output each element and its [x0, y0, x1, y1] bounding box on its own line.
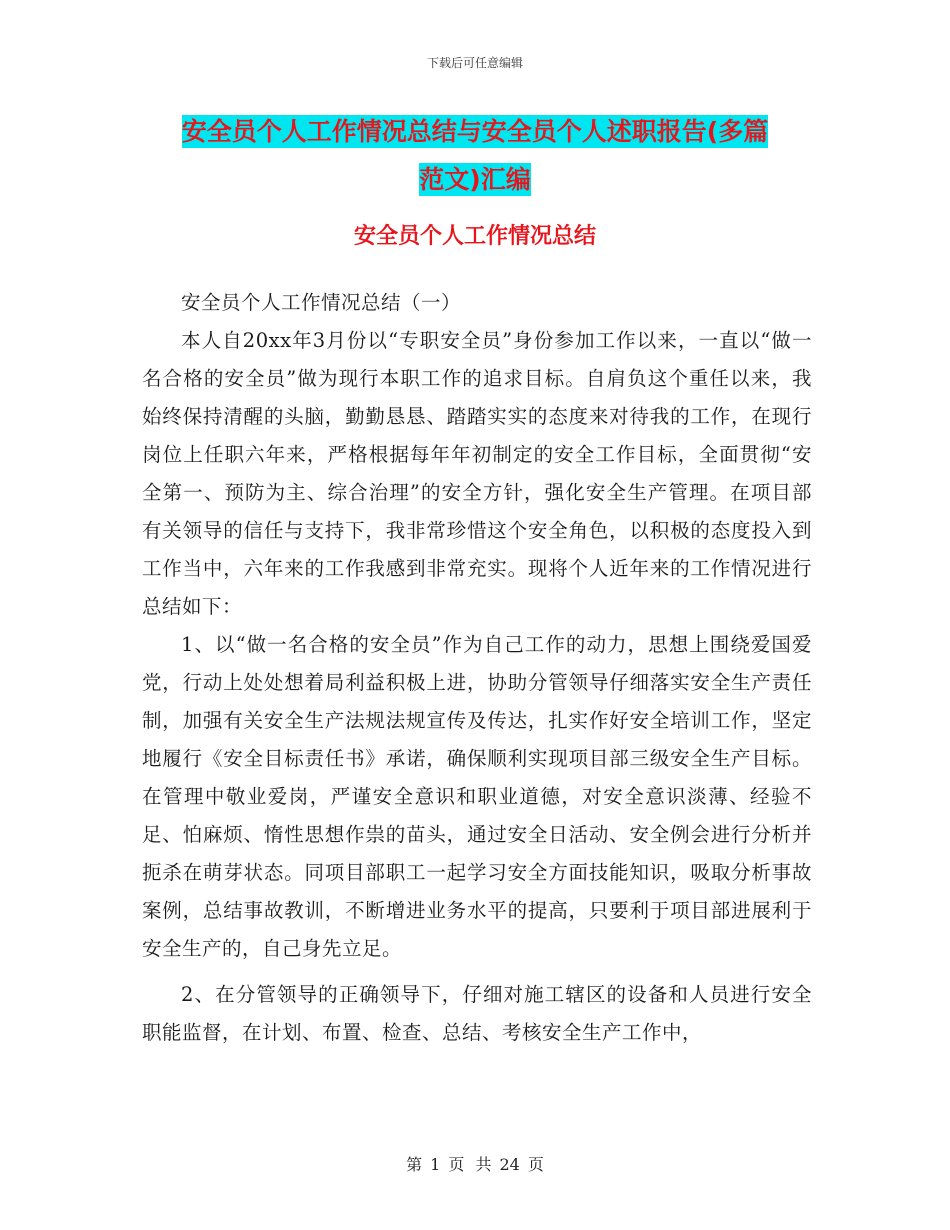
title-line-1: 安全员个人工作情况总结与安全员个人述职报告(多篇 — [181, 117, 769, 146]
footer-page-number: 1 — [430, 1155, 441, 1174]
footer-suffix: 页 — [527, 1155, 544, 1174]
section-title: 安全员个人工作情况总结 — [353, 224, 596, 249]
footer-mid: 页 共 — [448, 1155, 492, 1174]
footer-prefix: 第 — [406, 1155, 423, 1174]
body-text — [142, 284, 812, 1052]
footer-total-pages: 24 — [499, 1155, 520, 1174]
page-footer — [0, 1152, 950, 1175]
intro-paragraph: 本人自20xx年3月份以“专职安全员”身份参加工作以来，一直以“做一名合格的安全员”做为现行本职工作的追求目标。自肩负这个重任以来，我始终保持清醒的头脑，勤勤恳恳、踏踏实实的态度来对待我的工作，在现行岗位上任职六年来，严格根据每年年初制定的安全工作目标，全面贯彻“安全第一、预防为主、综合治理”的安全方针，强化安全生产管理。在项目部有关领导的信任与支持下，我非常珍惜这个安全角色，以积极的态度投入到工作当中，六年来的工作我感到非常充实。现将个人近年来的工作情况进行总结如下： — [142, 329, 812, 618]
title-line-2: 范文)汇编 — [419, 165, 531, 194]
point-1-paragraph: 1、以“做一名合格的安全员”作为自己工作的动力，思想上围绕爱国爱党，行动上处处想着局利益积极上进，协助分管领导仔细落实安全生产责任制，加强有关安全生产法规法规宣传及传达，扎实作好安全培训工作，坚定地履行《安全目标责任书》承诺，确保顺利实现项目部三级安全生产目标。在管理中敬业爱岗，严谨安全意识和职业道德，对安全意识淡薄、经验不足、怕麻烦、惰性思想作祟的苗头，通过安全日活动、安全例会进行分析并扼杀在萌芽状态。同项目部职工一起学习安全方面技能知识，吸取分析事故案例，总结事故教训，不断增进业务水平的提高，只要利于项目部进展利于安全生产的，自己身先立足。 — [142, 633, 812, 960]
document-title — [140, 108, 810, 204]
point-2-paragraph: 2、在分管领导的正确领导下，仔细对施工辖区的设备和人员进行安全职能监督，在计划、布置、检查、总结、考核安全生产工作中， — [142, 983, 812, 1044]
header-note: 下载后可任意编辑 — [426, 56, 523, 70]
subheading-paragraph: 安全员个人工作情况总结（一） — [181, 291, 462, 314]
